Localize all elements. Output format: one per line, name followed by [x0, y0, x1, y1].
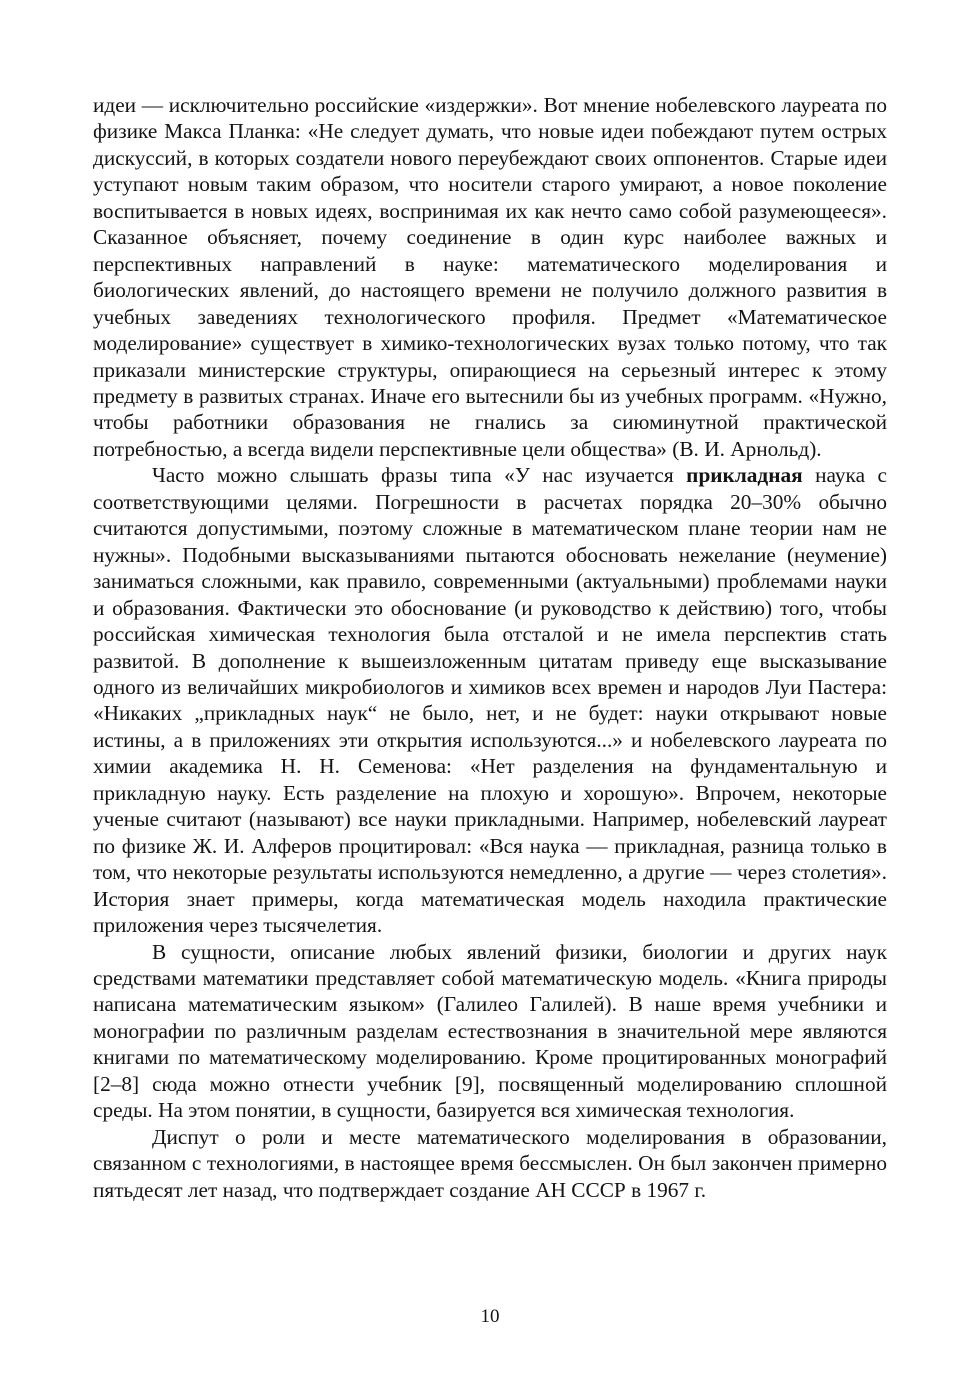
- page-number: 10: [480, 1306, 500, 1327]
- paragraph-applied-science: [93, 462, 887, 938]
- bold-term-applied: прикладная: [686, 463, 803, 488]
- paragraph-dispute: Диспут о роли и месте математического моделирования в образовании, связанном с технологиями, в настоящее время бессмыслен. Он был закончен примерно пятьдесят лет назад, что подтверждает создание АН СССР в 1967 г.: [93, 1124, 887, 1202]
- paragraph-planck-quote: идеи — исключительно российские «издержки». Вот мнение нобелевского лауреата по физике Макса Планка: «Не следует думать, что новые идеи побеждают путем острых дискуссий, в которых создатели нового переубеждают своих оппонентов. Старые идеи уступают новым таким образом, что носители старого умирают, а новое поколение воспитывается в новых идеях, воспринимая их как нечто само собой разумеющееся». Сказанное объясняет, почему соединение в один курс наиболее важных и перспективных направлений в науке: математического моделирования и биологических явлений, до настоящего времени не получило должного развития в учебных заведениях технологического профиля. Предмет «Математическое моделирование» существует в химико-технологических вузах только потому, что так приказали министерские структуры, опирающиеся на серьезный интерес к этому предмету в развитых странах. Иначе его вытеснили бы из учебных программ. «Нужно, чтобы работники образования не гнались за сиюминутной практической потребностью, а всегда видели перспективные цели общества» (В. И. Арнольд).: [93, 93, 887, 461]
- paragraph-applied-science-start: Часто можно слышать фразы типа «У нас изучается: [152, 463, 687, 488]
- document-page: [93, 92, 887, 1203]
- paragraph-applied-science-rest: наука с соответствующими целями. Погрешности в расчетах порядка 20–30% обычно считаются допустимыми, поэтому сложные в математическом плане теории нам не нужны». Подобными высказываниями пытаются обосновать нежелание (неумение) заниматься сложными, как правило, современными (актуальными) проблемами науки и образования. Фактически это обоснование (и руководство к действию) того, чтобы российская химическая технология была отсталой и не имела перспектив стать развитой. В дополнение к вышеизложенным цитатам приведу еще высказывание одного из величайших микробиологов и химиков всех времен и народов Луи Пастера: «Никаких „прикладных наук“ не было, нет, и не будет: науки открывают новые истины, а в приложениях эти открытия используются...» и нобелевского лауреата по химии академика Н. Н. Семенова: «Нет разделения на фундаментальную и прикладную науку. Есть разделение на плохую и хорошую». Впрочем, некоторые ученые считают (называют) все науки прикладными. Например, нобелевский лауреат по физике Ж. И. Алферов процитировал: «Вся наука — прикладная, разница только в том, что некоторые результаты используются немедленно, а другие — через столетия». История знает примеры, когда математическая модель находила практические приложения через тысячелетия.: [93, 463, 887, 938]
- paragraph-mathematical-model: В сущности, описание любых явлений физики, биологии и других наук средствами математики представляет собой математическую модель. «Книга природы написана математическим языком» (Галилео Галилей). В наше время учебники и монографии по различным разделам естествознания в значительной мере являются книгами по математическому моделированию. Кроме процитированных монографий [2–8] сюда можно отнести учебник [9], посвященный моделированию сплошной среды. На этом понятии, в сущности, базируется вся химическая технология.: [93, 939, 887, 1123]
